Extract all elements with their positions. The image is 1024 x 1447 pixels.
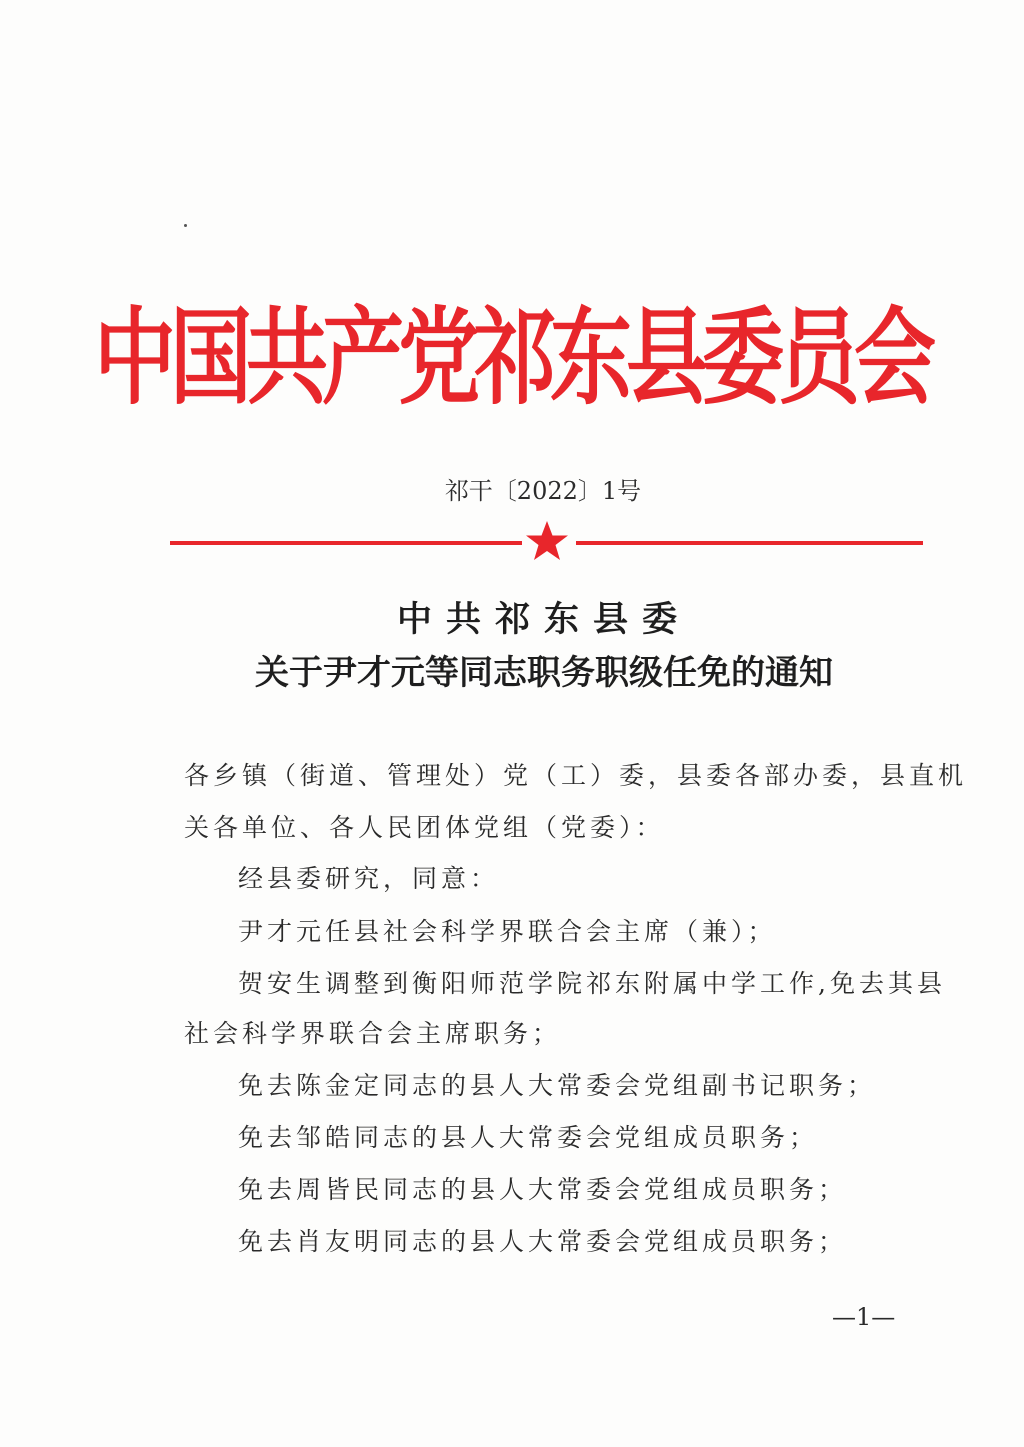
intro-line: 经县委研究，同意： <box>238 864 500 893</box>
notice-title-line-2: 关于尹才元等同志职务职级任免的通知 <box>255 653 833 693</box>
appointment-item: 尹才元任县社会科学界联合会主席（兼）； <box>238 917 777 946</box>
issuing-organization-title: 中国共产党祁东县委员会 <box>93 298 930 420</box>
document-number: 祁干〔2022〕1号 <box>444 477 642 505</box>
addressee-line-2: 关各单位、各人民团体党组（党委）： <box>184 813 665 842</box>
appointment-item: 免去肖友明同志的县人大常委会党组成员职务； <box>238 1227 848 1256</box>
appointment-item: 贺安生调整到衡阳师范学院祁东附属中学工作,免去其县 <box>238 969 946 998</box>
appointment-item: 免去邹皓同志的县人大常委会党组成员职务； <box>238 1123 819 1152</box>
red-star-icon <box>523 519 571 563</box>
addressee-line-1: 各乡镇（街道、管理处）党（工）委，县委各部办委，县直机 <box>184 761 968 790</box>
appointment-item: 免去周皆民同志的县人大常委会党组成员职务； <box>238 1175 848 1204</box>
red-divider-right <box>576 541 923 545</box>
stray-mark <box>184 224 187 227</box>
page-number: —1— <box>832 1303 896 1331</box>
appointment-item: 免去陈金定同志的县人大常委会党组副书记职务； <box>238 1071 877 1100</box>
red-divider-left <box>170 541 522 545</box>
appointment-item-continuation: 社会科学界联合会主席职务； <box>184 1019 562 1048</box>
notice-title-line-1: 中共祁东县委 <box>396 599 691 640</box>
